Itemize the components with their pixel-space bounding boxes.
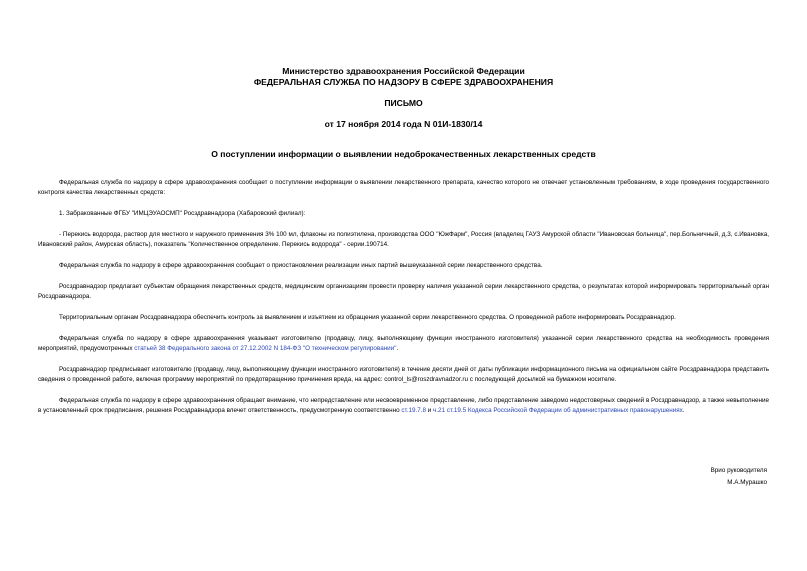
paragraph-territorial-control: Территориальным органам Росздравнадзора обеспечить контроль за выявлением и изъятием из обращения указанной серии лекарственного средства. О проведенной работе информировать Росздравнадзор. [59,314,676,321]
paragraph-rejected-list: 1. Забракованные ФГБУ "ИМЦЭУАОСМП" Росздравнадзора (Хабаровский филиал): [59,210,306,217]
document-title: О поступлении информации о выявлении недоброкачественных лекарственных средств [211,149,596,159]
document-date-number: от 17 ноября 2014 года N 01И-1830/14 [324,119,483,129]
service-heading: ФЕДЕРАЛЬНАЯ СЛУЖБА ПО НАДЗОРУ В СФЕРЕ ЗДРАВООХРАНЕНИЯ [253,77,554,87]
paragraph-text: Федеральная служба по надзору в сфере здравоохранения указывает изготовителю (продавцу, лицу, выполняющему функции иностранного изготовителя) указанной серии лекарственного средства на необходимость проведения мероприятий, предусмотренных [38,335,769,352]
signature-name: М.А.Мурашко [727,479,767,486]
code-article-link[interactable]: ст.19.7.8 [401,407,426,414]
law-article-link[interactable]: статьей 38 Федерального закона от 27.12.2002 N 184-ФЗ "О техническом регулировании" [134,345,397,352]
paragraph-text: . [682,407,685,414]
paragraph-text: Федеральная служба по надзору в сфере здравоохранения обращает внимание, что непредставление или несвоевременное представление, либо представление заведомо недостоверных сведений в Росздравнадзор, а также невыполнение в установленный срок предписания, решения Росздравнадзора влечет ответственность, предусмотренную соответственно [38,397,769,414]
paragraph-prescription: Росздравнадзор предписывает изготовителю (продавцу, лицу, выполняющему функции иностранного изготовителя) в течение десяти дней от даты публикации информационного письма на официальном сайте Росздравнадзора представить сведения о проведенной работе, включая программу мероприятий по предотвращению причинения вреда, на адрес: control_ls@roszdravnadzor.ru с последующей досылкой на бумажном носителе. [38,366,769,383]
signature-position: Врио руководителя [710,467,767,474]
paragraph-text: . [396,345,399,352]
document-type: ПИСЬМО [384,98,423,108]
paragraph-liability [38,396,769,416]
paragraph-product-item: - Перекись водорода, раствор для местного и наружного применения 3% 100 мл, флаконы из полиэтилена, производства ООО "ЮжФарм", Россия (владелец ГАУЗ Амурской области "Ивановская больница", пер.Больничный, д.3, с.Ивановка, Ивановский район, Амурская область), показатель "Количественное определение. Перекись водорода" - серии.190714. [38,231,769,248]
administrative-code-link[interactable]: ч.21 ст.19.5 Кодекса Российской Федерации об административных правонарушениях [433,407,683,414]
paragraph-manufacturer-measures [38,334,769,354]
ministry-heading: Министерство здравоохранения Российской Федерации [282,66,525,76]
document-body [38,178,769,427]
paragraph-check-request: Росздравнадзор предлагает субъектам обращения лекарственных средств, медицинским организациям провести проверку наличия указанной серии лекарственного средства, о результатах которой информировать территориальный орган Росздравнадзора. [38,283,769,300]
paragraph-text: и [425,407,434,414]
paragraph-intro: Федеральная служба по надзору в сфере здравоохранения сообщает о поступлении информации о выявлении лекарственного препарата, качество которого не отвечает установленным требованиям, в ходе проведения государственного контроля качества лекарственных средств: [38,179,769,196]
paragraph-suspension: Федеральная служба по надзору в сфере здравоохранения сообщает о приостановлении реализации иных партий вышеуказанной серии лекарственного средства. [59,262,543,269]
